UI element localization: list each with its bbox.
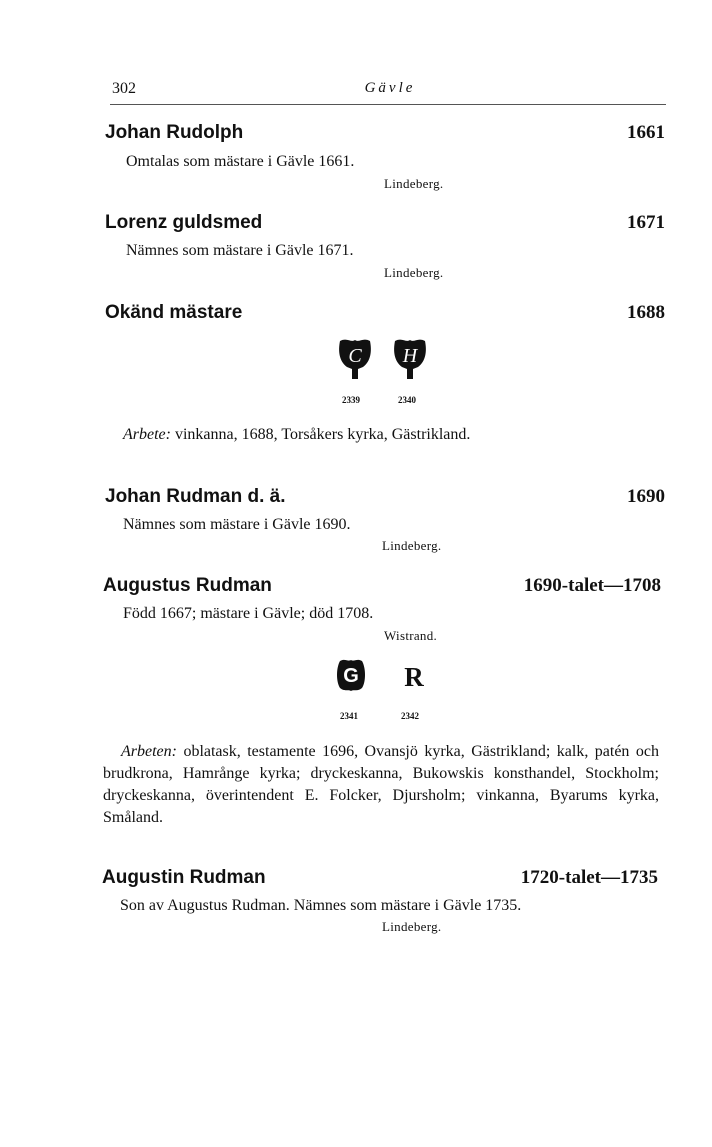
running-title: Gävle [364,80,416,96]
mark-number: 2340 [398,395,416,405]
entry-heading [105,486,665,508]
entry-source: Lindeberg. [382,538,442,553]
entry-source: Lindeberg. [384,265,444,280]
entry-name: Johan Rudolph [105,122,244,143]
entry-name: Lorenz guldsmed [105,212,263,233]
svg-text:R: R [404,662,424,692]
svg-text:G: G [343,665,359,687]
entry-source: Wistrand. [384,628,438,643]
mark-number: 2342 [401,711,419,721]
entry-works [123,426,470,444]
entry-text: Omtalas som mästare i Gävle 1661. [126,153,355,170]
hallmark-g-icon [336,658,366,692]
entry-date: 1720-talet—1735 [520,867,658,888]
works-text: vinkanna, 1688, Torsåkers kyrka, Gästrikland. [170,426,471,443]
entry-name: Augustin Rudman [102,867,266,888]
mark-number: 2341 [340,711,358,721]
entry-source: Lindeberg. [382,919,442,934]
entry-text: Född 1667; mästare i Gävle; död 1708. [123,605,374,622]
entry-heading [105,122,665,144]
header-rule [110,104,666,105]
entry-source: Lindeberg. [384,176,444,191]
hallmark-h-shield-icon [392,337,428,381]
entry-heading [103,575,661,597]
entry-name: Augustus Rudman [103,575,272,596]
entry-text: Son av Augustus Rudman. Nämnes som mästare i Gävle 1735. [120,897,522,914]
svg-text:H: H [402,345,418,367]
entry-heading [102,867,658,889]
entry-heading [105,302,665,324]
hallmark-c-shield-icon [337,337,373,381]
hallmark-r-icon [400,660,430,692]
entry-name: Okänd mästare [105,302,243,323]
entry-date: 1661 [627,122,665,143]
svg-text:C: C [348,345,362,367]
page-number: 302 [112,80,136,97]
works-label: Arbete: [123,426,171,443]
entry-works [103,741,659,829]
entry-date: 1690-talet—1708 [523,575,661,596]
entry-heading [105,212,665,234]
entry-name: Johan Rudman d. ä. [105,486,286,507]
works-label: Arbeten: [121,743,177,760]
entry-text: Nämnes som mästare i Gävle 1690. [123,516,351,533]
works-text: oblatask, testamente 1696, Ovansjö kyrka, Gästrikland; kalk, patén och brudkrona, Hamrånge kyrka; dryckeskanna, Bukowskis konsthandel, Stockholm; dryckeskanna, överintendent E. Folcker, Djursholm; vinkanna, Byarums kyrka, Småland. [103,743,659,826]
entry-text: Nämnes som mästare i Gävle 1671. [126,242,354,259]
mark-number: 2339 [342,395,360,405]
entry-date: 1671 [627,212,665,233]
entry-date: 1690 [627,486,665,507]
entry-date: 1688 [627,302,665,323]
